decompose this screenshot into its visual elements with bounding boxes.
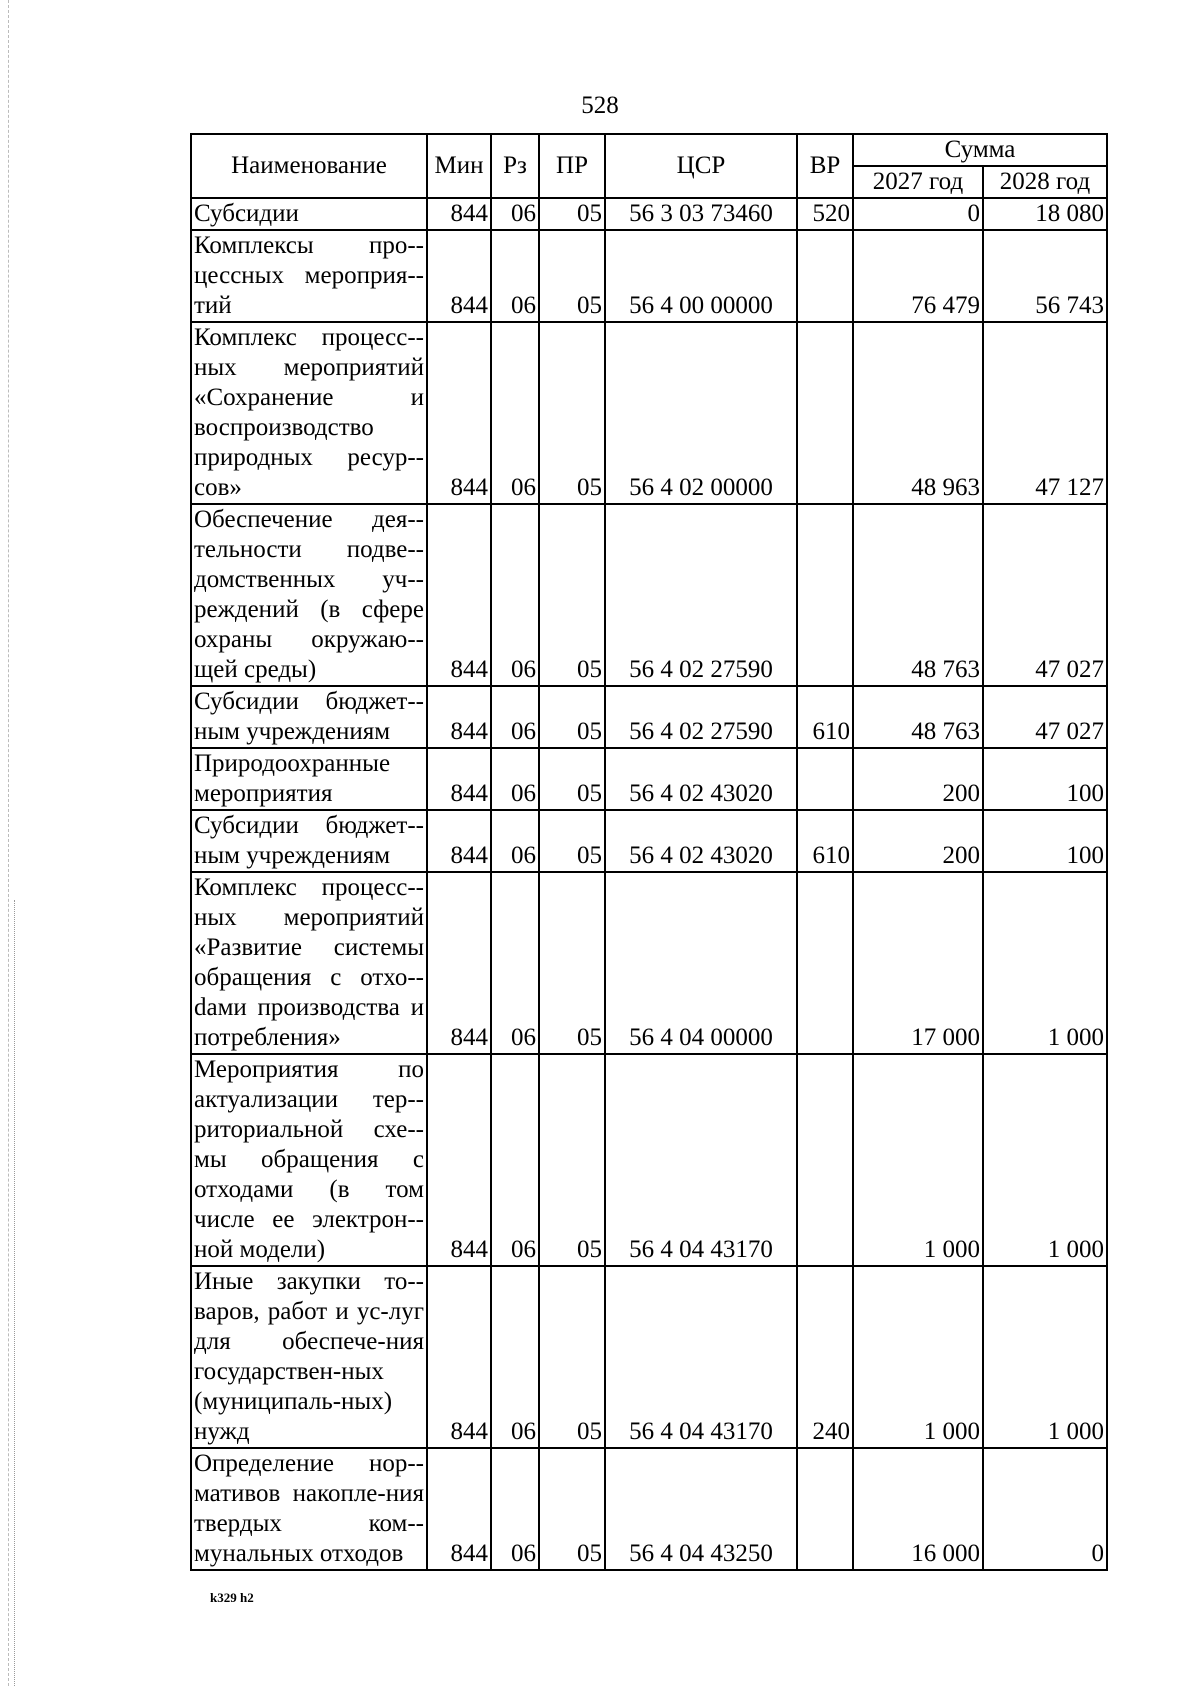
table-row [191,1266,1107,1448]
table-row [191,810,1107,872]
row-vr [797,1448,853,1570]
row-name: Природоохранные мероприятия [191,748,427,810]
row-sum-2028: 1 000 [983,872,1107,1054]
header-year-2028: 2028 год [983,166,1107,198]
header-min: Мин [427,134,491,198]
row-vr [797,1054,853,1266]
row-sum-2027: 1 000 [853,1054,983,1266]
row-vr [797,748,853,810]
row-rz: 06 [491,504,539,686]
row-pr: 05 [539,230,605,322]
row-rz: 06 [491,748,539,810]
row-csr: 56 4 00 00000 [605,230,797,322]
row-sum-2027: 0 [853,198,983,230]
row-min: 844 [427,322,491,504]
row-pr: 05 [539,748,605,810]
row-min: 844 [427,198,491,230]
table-row [191,504,1107,686]
table-row [191,686,1107,748]
table-row [191,1448,1107,1570]
row-csr: 56 4 02 27590 [605,686,797,748]
row-min: 844 [427,686,491,748]
footer-code: k329 h2 [210,1590,254,1605]
row-sum-2027: 200 [853,748,983,810]
row-sum-2028: 47 127 [983,322,1107,504]
row-rz: 06 [491,810,539,872]
row-csr: 56 4 04 43170 [605,1266,797,1448]
table-row [191,748,1107,810]
header-pr: ПР [539,134,605,198]
row-vr [797,872,853,1054]
row-vr: 520 [797,198,853,230]
header-csr: ЦСР [605,134,797,198]
row-sum-2027: 48 963 [853,322,983,504]
header-vr: ВР [797,134,853,198]
row-pr: 05 [539,1448,605,1570]
row-name: Субсидии [191,198,427,230]
row-sum-2027: 48 763 [853,686,983,748]
row-sum-2028: 0 [983,1448,1107,1570]
row-min: 844 [427,230,491,322]
row-pr: 05 [539,322,605,504]
row-csr: 56 4 02 43020 [605,810,797,872]
row-csr: 56 3 03 73460 [605,198,797,230]
page-number: 528 [581,92,619,119]
header-sum: Сумма [853,134,1107,166]
row-sum-2028: 47 027 [983,504,1107,686]
table-row [191,872,1107,1054]
scan-edge-line [14,900,15,1686]
row-vr [797,230,853,322]
row-rz: 06 [491,198,539,230]
table-row [191,230,1107,322]
header-year-2027: 2027 год [853,166,983,198]
row-name: Комплексы про-цессных мероприя-тий [191,230,427,322]
row-rz: 06 [491,1266,539,1448]
header-rz: Рз [491,134,539,198]
row-sum-2028: 100 [983,748,1107,810]
row-rz: 06 [491,230,539,322]
row-name: Субсидии бюджет-ным учреждениям [191,810,427,872]
row-name: Комплекс процесс-ных мероприятий «Сохранение и воспроизводство природных ресур-сов» [191,322,427,504]
row-vr [797,504,853,686]
row-pr: 05 [539,872,605,1054]
header-name: Наименование [191,134,427,198]
row-sum-2027: 48 763 [853,504,983,686]
row-sum-2027: 1 000 [853,1266,983,1448]
row-min: 844 [427,748,491,810]
row-csr: 56 4 04 43170 [605,1054,797,1266]
row-sum-2027: 76 479 [853,230,983,322]
row-rz: 06 [491,322,539,504]
row-name: Субсидии бюджет-ным учреждениям [191,686,427,748]
row-csr: 56 4 04 00000 [605,872,797,1054]
row-sum-2028: 18 080 [983,198,1107,230]
row-pr: 05 [539,1054,605,1266]
row-name: Комплекс процесс-ных мероприятий «Развитие системы обращения с отхо-dами производства и потребления» [191,872,427,1054]
row-vr: 610 [797,810,853,872]
table-row [191,322,1107,504]
row-rz: 06 [491,1054,539,1266]
row-csr: 56 4 02 00000 [605,322,797,504]
row-name: Иные закупки то-варов, работ и ус-луг для обеспече-ния государствен-ных (муниципаль-ных) нужд [191,1266,427,1448]
header-row [191,134,1107,166]
row-min: 844 [427,1266,491,1448]
row-pr: 05 [539,1266,605,1448]
row-csr: 56 4 02 43020 [605,748,797,810]
row-sum-2028: 1 000 [983,1054,1107,1266]
row-rz: 06 [491,872,539,1054]
row-min: 844 [427,504,491,686]
row-vr [797,322,853,504]
row-sum-2027: 17 000 [853,872,983,1054]
row-sum-2027: 16 000 [853,1448,983,1570]
row-min: 844 [427,872,491,1054]
row-name: Обеспечение дея-тельности подве-домственных уч-реждений (в сфере охраны окружаю-щей среды) [191,504,427,686]
table-row [191,1054,1107,1266]
row-min: 844 [427,1448,491,1570]
row-vr: 240 [797,1266,853,1448]
row-min: 844 [427,810,491,872]
row-min: 844 [427,1054,491,1266]
row-csr: 56 4 02 27590 [605,504,797,686]
row-sum-2028: 1 000 [983,1266,1107,1448]
row-vr: 610 [797,686,853,748]
row-sum-2028: 47 027 [983,686,1107,748]
row-csr: 56 4 04 43250 [605,1448,797,1570]
table-row [191,198,1107,230]
row-rz: 06 [491,1448,539,1570]
row-pr: 05 [539,686,605,748]
row-pr: 05 [539,504,605,686]
table-body [191,198,1107,1570]
row-sum-2027: 200 [853,810,983,872]
row-pr: 05 [539,810,605,872]
budget-table [190,133,1108,1571]
row-sum-2028: 100 [983,810,1107,872]
row-pr: 05 [539,198,605,230]
row-sum-2028: 56 743 [983,230,1107,322]
row-name: Определение нор-мативов накопле-ния твердых ком-мунальных отходов [191,1448,427,1570]
row-name: Мероприятия по актуализации тер-риториальной схе-мы обращения с отходами (в том числе ее электрон-ной модели) [191,1054,427,1266]
scan-edge-line [8,0,9,1686]
row-rz: 06 [491,686,539,748]
